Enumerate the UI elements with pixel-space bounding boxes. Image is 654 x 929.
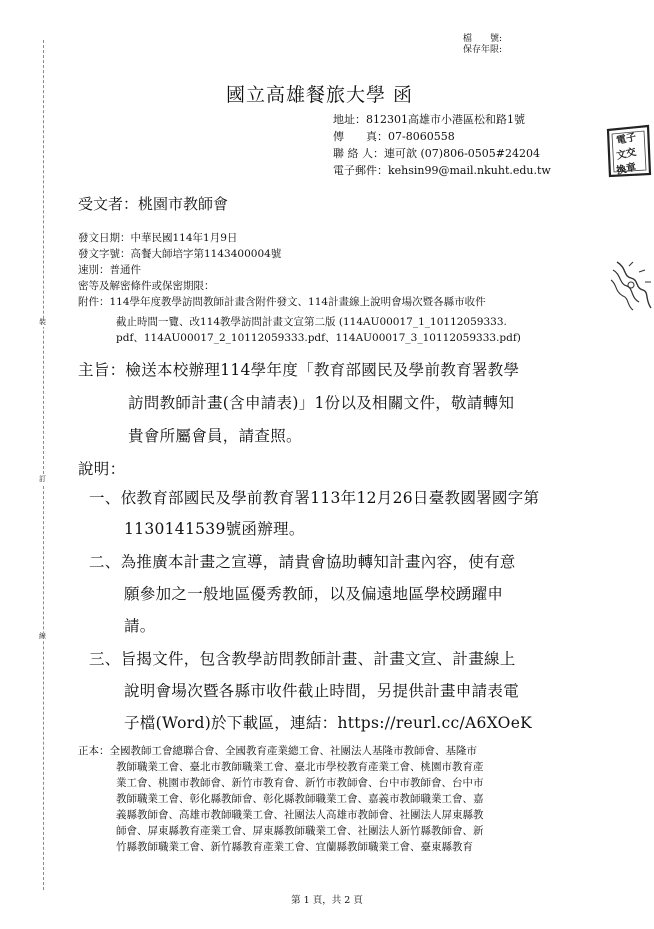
- subject-line-1: 主旨：檢送本校辦理114學年度「教育部國民及學前教育署教學: [78, 361, 520, 379]
- issue-date: 發文日期：中華民國114年1月9日: [78, 232, 238, 244]
- secrecy-level: 密等及解密條件或保密期限：: [78, 280, 215, 292]
- archive-retention: 保存年限:: [462, 45, 502, 55]
- subject-line-2: 訪問教師計畫(含申請表)」1份以及相關文件，敬請轉知: [128, 394, 515, 412]
- explanation-label: 說明：: [78, 460, 126, 478]
- explanation-item-2-line-3: 請。: [124, 617, 156, 635]
- stamp-line-2: 文交: [615, 146, 638, 162]
- stamp-line-3: 換章: [615, 161, 638, 177]
- page-number: 第 1 頁，共 2 頁: [291, 895, 363, 906]
- contact-email: 電子郵件：kehsin99@mail.nkuht.edu.tw: [333, 164, 551, 177]
- contact-address: 地址：812301高雄市小港區松和路1號: [333, 113, 525, 126]
- margin-mark-bind: 裝: [39, 318, 46, 326]
- recipients-line-1: 正本：全國教師工會總聯合會、全國教育產業總工會、社團法人基隆市教師會、基隆市: [78, 745, 477, 757]
- archive-number: 檔 號:: [462, 34, 502, 44]
- subject-line-3: 貴會所屬會員，請查照。: [128, 427, 302, 445]
- explanation-item-3-line-2: 說明會場次暨各縣市收件截止時間，另提供計畫申請表電: [124, 682, 520, 700]
- contact-person: 聯 絡 人：連可歆 (07)806-0505#24204: [333, 147, 540, 160]
- recipients-line-2: 教師職業工會、臺北市教師職業工會、臺北市學校教育產業工會、桃園市教育產: [116, 761, 484, 773]
- document-number: 發文字號：高餐大師培字第1143400004號: [78, 248, 282, 260]
- page-title: 國立高雄餐旅大學 函: [226, 84, 414, 106]
- explanation-item-1-line-2: 1130141539號函辦理。: [124, 520, 305, 538]
- attachment-line-2: 截止時間一覽、改114教學訪問計畫文宣第二版 (114AU00017_1_10112059333.: [116, 316, 507, 328]
- explanation-item-3-line-3: 子檔(Word)於下載區，連結：https://reurl.cc/A6XOeK: [124, 714, 533, 732]
- recipients-line-4: 教師職業工會、彰化縣教師會、彰化縣教師職業工會、嘉義市教師職業工會、嘉: [116, 793, 484, 805]
- explanation-item-1-line-1: 一、依教育部國民及學前教育署113年12月26日臺教國署國字第: [89, 489, 540, 507]
- recipients-line-5: 義縣教師會、高雄市教師職業工會、社團法人高雄市教師會、社團法人屏東縣教: [116, 809, 484, 821]
- receiver: 受文者：桃園市教師會: [78, 195, 229, 213]
- explanation-item-2-line-1: 二、為推廣本計畫之宣導，請貴會協助轉知計畫內容，使有意: [89, 553, 516, 571]
- binding-margin-line: [43, 40, 44, 890]
- recipients-line-3: 業工會、桃園市教師會、新竹市教育會、新竹市教師會、台中市教師會、台中市: [116, 777, 484, 789]
- explanation-item-3-line-1: 三、旨揭文件，包含教學訪問教師計畫、計畫文宣、計畫線上: [89, 650, 516, 668]
- seal-icon: [609, 258, 654, 312]
- recipients-line-7: 竹縣教師職業工會、新竹縣教育產業工會、宜蘭縣教師職業工會、臺東縣教育: [116, 841, 473, 853]
- attachment-line-3: pdf、114AU00017_2_10112059333.pdf、114AU00017_3_10112059333.pdf): [116, 332, 521, 344]
- explanation-item-2-line-2: 願參加之一般地區優秀教師，以及偏遠地區學校踴躍申: [124, 585, 504, 603]
- attachment-line-1: 附件：114學年度教學訪問教師計畫含附件發文、114計畫線上說明會場次暨各縣市收件: [78, 296, 486, 308]
- stamp-line-1: 電子: [615, 131, 638, 147]
- contact-fax: 傳 真：07-8060558: [333, 130, 455, 143]
- margin-mark-staple: 訂: [39, 475, 46, 483]
- delivery-speed: 速別：普通件: [78, 264, 141, 276]
- margin-mark-line: 線: [39, 632, 46, 640]
- recipients-line-6: 師會、屏東縣教育產業工會、屏東縣教師職業工會、社團法人新竹縣教師會、新: [116, 825, 484, 837]
